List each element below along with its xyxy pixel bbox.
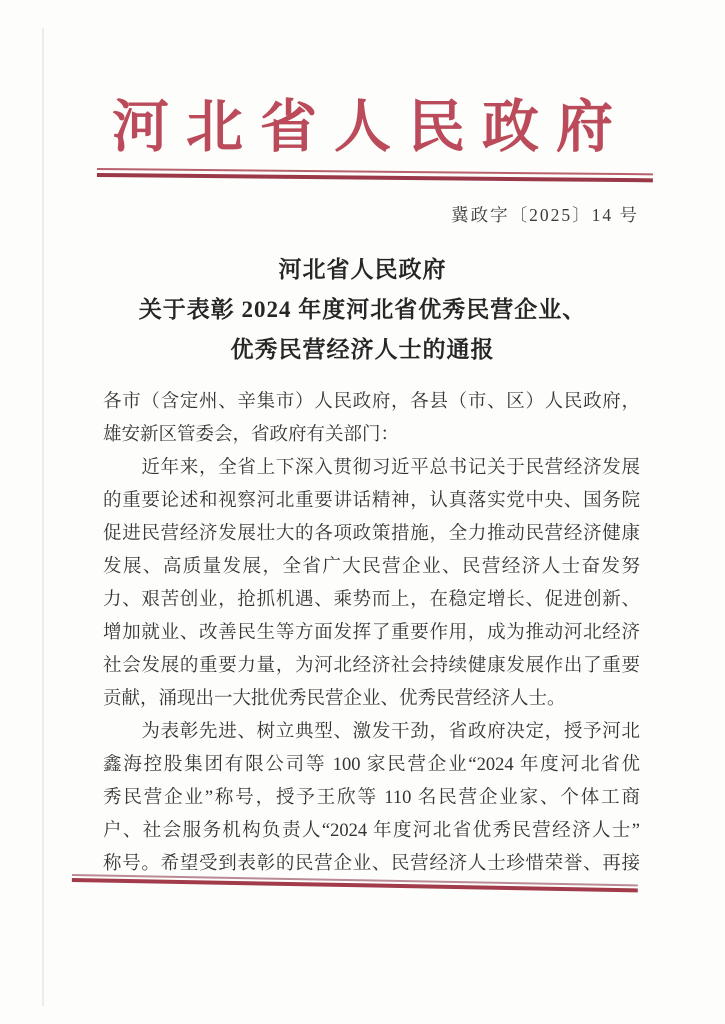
body-line: 为表彰先进、树立典型、激发干劲，省政府决定，授予河北: [103, 722, 640, 742]
notice-title-line-1: 河北省人民政府: [278, 257, 447, 282]
document-number: 冀政字〔2025〕14 号: [451, 205, 639, 225]
body-line: 鑫海控股集团有限公司等 100 家民营企业“2024 年度河北省优: [103, 755, 640, 775]
body-line: 增加就业、改善民生等方面发挥了重要作用，成为推动河北经济: [103, 623, 640, 643]
body-line: 的重要论述和视察河北重要讲话精神，认真落实党中央、国务院: [103, 491, 640, 511]
body-line: 户、社会服务机构负责人“2024 年度河北省优秀民营经济人士”: [103, 821, 640, 841]
notice-title-line-3: 优秀民营经济人士的通报: [230, 337, 495, 362]
body-line: 雄安新区管委会，省政府有关部门：: [103, 425, 400, 445]
body-line: 称号。希望受到表彰的民营企业、民营经济人士珍惜荣誉、再接: [103, 854, 640, 874]
body-line: 社会发展的重要力量，为河北经济社会持续健康发展作出了重要: [103, 656, 640, 676]
body-line: 发展、高质量发展，全省广大民营企业、民营经济人士奋发努: [103, 557, 640, 577]
body-line: 力、艰苦创业，抢抓机遇、乘势而上，在稳定增长、促进创新、: [103, 590, 640, 610]
body-line: 促进民营经济发展壮大的各项政策措施，全力推动民营经济健康: [103, 524, 640, 544]
body-line: 秀民营企业”称号，授予王欣等 110 名民营企业家、个体工商: [103, 788, 640, 808]
letterhead-double-rule: [97, 168, 653, 182]
notice-body: [103, 386, 640, 881]
notice-title-line-2: 关于表彰 2024 年度河北省优秀民营企业、: [138, 297, 587, 322]
body-line: 各市（含定州、辛集市）人民政府，各县（市、区）人民政府，: [103, 392, 640, 412]
body-line: 近年来，全省上下深入贯彻习近平总书记关于民营经济发展: [103, 458, 640, 478]
scan-edge-line: [42, 28, 44, 1006]
letterhead-org-name: 河北省人民政府: [112, 96, 630, 159]
body-line: 贡献，涌现出一大批优秀民营企业、优秀民营经济人士。: [103, 689, 566, 709]
notice-title: [0, 250, 725, 370]
